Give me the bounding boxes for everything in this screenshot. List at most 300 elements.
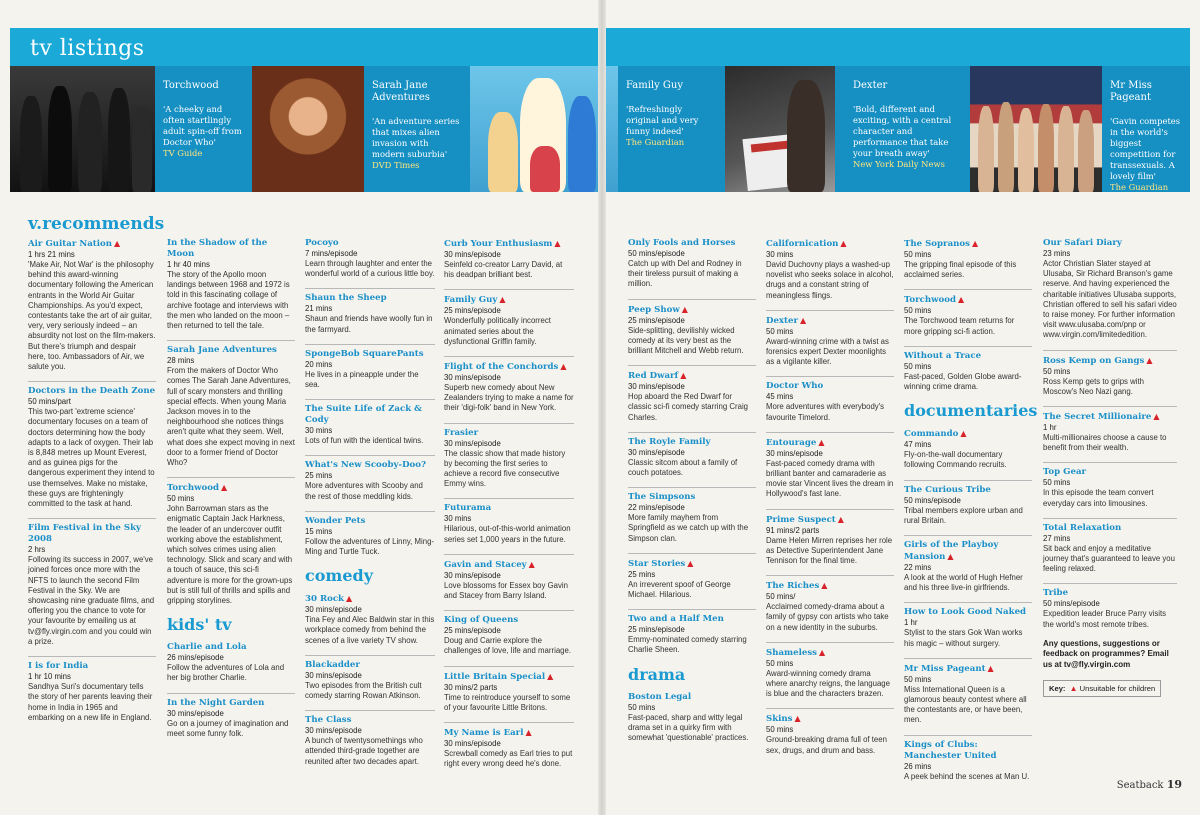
warning-triangle-icon: ▲ xyxy=(687,557,694,568)
listing-column-2 xyxy=(167,238,295,748)
banner-caption: Dexter 'Bold, different and exciting, with a central character and performance that take your breath away' New York Daily News xyxy=(853,80,952,169)
listing-title-text: Tribe xyxy=(1043,588,1069,599)
listing-duration: 1 hr xyxy=(904,618,918,628)
listing-duration: 30 mins/episode xyxy=(167,708,224,718)
listing-description: More family mayhem from Springfield as we catch up with the Simpson clan. xyxy=(628,513,749,543)
listing-title xyxy=(628,365,756,382)
listing-duration: 25 mins xyxy=(305,471,333,481)
listing-title-text: Girls of the Playboy Mansion xyxy=(904,540,999,563)
warning-triangle-icon: ▲ xyxy=(837,513,844,524)
listing-description: Ground-breaking drama full of teen sex, drugs, and drum and bass. xyxy=(766,735,887,755)
listing-description: Actor Christian Slater stayed at Ulusaba, Sir Richard Branson's game reserve. And having experienced the charitable initiatives Ulusaba supports, Christian offered to sell his safari video to raise money. For further information visit www.ulusaba.com/pnp or www.virgin.com/limitededition. xyxy=(1043,259,1177,340)
warning-triangle-icon: ▲ xyxy=(499,294,506,305)
banner-panel-torchwood xyxy=(10,66,252,192)
listing-column-5 xyxy=(628,238,756,752)
warning-triangle-icon: ▲ xyxy=(1153,411,1160,422)
listing-title xyxy=(305,710,435,726)
listing-entry xyxy=(628,365,756,423)
listing-description: Shaun and friends have woolly fun in the farmyard. xyxy=(305,314,433,334)
listing-description: Two episodes from the British cult comedy starring Rowan Atkinson. xyxy=(305,680,422,701)
listing-entry xyxy=(305,710,435,767)
listing-duration: 30 mins xyxy=(444,514,472,524)
listing-title-text: Doctors in the Death Zone xyxy=(28,386,156,397)
listing-duration: 28 mins xyxy=(167,356,195,366)
listing-title xyxy=(167,477,295,494)
listing-title xyxy=(444,722,574,739)
listing-duration: 45 mins xyxy=(766,392,794,402)
listing-duration: 91 mins/2 parts xyxy=(766,525,820,535)
listing-description: Side-splitting, devilishly wicked comedy at its very best as the brilliant Mitchell and Webb return. xyxy=(628,325,744,356)
listing-title xyxy=(904,735,1032,762)
listing-duration: 30 mins/episode xyxy=(444,739,501,749)
page-gutter xyxy=(598,0,606,815)
listing-duration: 47 mins xyxy=(904,440,932,450)
listing-duration: 30 mins/episode xyxy=(628,447,685,457)
warning-triangle-icon: ▲ xyxy=(681,303,688,314)
listing-entry xyxy=(444,610,574,656)
listing-description: In this episode the team convert everyday cars into limousines. xyxy=(1043,488,1154,508)
listing-entry xyxy=(1043,518,1177,575)
section-heading-recommends: v.recommends xyxy=(28,214,165,234)
listing-title-text: Futurama xyxy=(444,503,492,514)
listing-entry xyxy=(904,735,1032,782)
listing-duration: 1 hr xyxy=(1043,423,1057,433)
listing-title xyxy=(766,642,894,659)
listing-title xyxy=(1043,350,1177,367)
warning-triangle-icon: ▲ xyxy=(958,294,965,305)
banner-panel-mr-miss-pageant xyxy=(970,66,1190,192)
listing-entry xyxy=(766,432,894,500)
listing-title xyxy=(766,432,894,449)
listing-title-text: Shameless xyxy=(766,647,817,658)
key-text: Unsuitable for children xyxy=(1079,684,1156,694)
listing-title-text: Little Britain Special xyxy=(444,671,546,682)
listing-title xyxy=(444,423,574,439)
listing-entry xyxy=(628,432,756,478)
listing-entry xyxy=(167,693,295,739)
listing-duration: 30 mins xyxy=(766,250,794,259)
listing-description: Lots of fun with the identical twins. xyxy=(305,436,424,446)
warning-triangle-icon: ▲ xyxy=(114,238,121,248)
listing-title-text: Pocoyo xyxy=(305,238,339,248)
section-heading-kids-tv: kids' tv xyxy=(167,615,232,635)
listing-entry xyxy=(444,498,574,544)
listing-duration: 25 mins/episode xyxy=(444,306,501,316)
listing-title-text: Flight of the Conchords xyxy=(444,362,559,373)
listing-title xyxy=(28,518,156,545)
listing-entry xyxy=(904,289,1032,336)
listing-description: Catch up with Del and Rodney in their tireless pursuit of making a million. xyxy=(628,259,742,289)
listing-title xyxy=(167,340,295,356)
warning-triangle-icon: ▲ xyxy=(525,727,532,738)
listing-column-8 xyxy=(1043,238,1177,697)
listing-title-text: Entourage xyxy=(766,437,817,448)
warning-triangle-icon: ▲ xyxy=(821,580,828,591)
listing-title xyxy=(1043,462,1177,478)
listing-duration: 30 mins/episode xyxy=(444,570,501,580)
listing-entry xyxy=(305,344,435,390)
page-footer xyxy=(1117,778,1182,791)
section-heading-documentaries: documentaries xyxy=(904,401,1038,421)
listing-title xyxy=(628,299,756,316)
warning-triangle-icon: ▲ xyxy=(547,670,554,681)
listing-description: Emmy-nominated comedy starring Charlie Sheen. xyxy=(628,635,747,655)
listing-entry xyxy=(628,299,756,357)
listing-description: Seinfeld co-creator Larry David, at his deadpan brilliant best. xyxy=(444,260,563,280)
listing-title xyxy=(28,238,156,250)
listing-entry xyxy=(444,554,574,601)
listing-description: Ross Kemp gets to grips with Moscow's Neo Nazi gang. xyxy=(1043,376,1144,396)
listing-title-text: Top Gear xyxy=(1043,467,1087,478)
listing-entry xyxy=(444,666,574,713)
listing-entry xyxy=(444,289,574,347)
listing-title-text: Film Festival in the Sky 2008 xyxy=(28,523,142,545)
listing-title xyxy=(904,428,1032,440)
listing-title-text: Charlie and Lola xyxy=(167,642,247,653)
listing-duration: 30 mins/episode xyxy=(444,438,501,448)
listing-description: Award-winning comedy drama where anarchy reigns, the language is blue and the characters brazen. xyxy=(766,668,890,699)
listing-title xyxy=(1043,583,1177,599)
listing-description: From the makers of Doctor Who comes The Sarah Jane Adventures, full of scary monsters and thrilling special effects. When young Maria Jackson moves in to the neighbourhood she notices things aren't quite what they seem. Well, what does she expect moving in next door to a former friend of Doctor Who? xyxy=(167,366,295,468)
listing-entry xyxy=(766,575,894,633)
listing-description: A peek behind the scenes at Man U. xyxy=(904,771,1030,781)
warning-triangle-icon: ▲ xyxy=(819,646,826,657)
pageant-photo xyxy=(970,66,1102,192)
listing-title-text: Doctor Who xyxy=(766,381,824,392)
warning-triangle-icon: ▲ xyxy=(818,436,825,447)
listing-title-text: Ross Kemp on Gangs xyxy=(1043,355,1145,366)
listing-description: Fast-paced, Golden Globe award-winning crime drama. xyxy=(904,371,1022,392)
listing-description: Multi-millionaires choose a cause to benefit from their wealth. xyxy=(1043,433,1167,453)
listing-title xyxy=(305,288,435,304)
listing-title xyxy=(766,238,894,250)
listing-entry xyxy=(28,518,156,647)
listing-entry xyxy=(766,509,894,567)
listing-duration: 26 mins/episode xyxy=(167,653,224,663)
listing-title xyxy=(444,610,574,626)
listing-title-text: Wonder Pets xyxy=(305,515,366,526)
banner-caption: Torchwood 'A cheeky and often startlingly adult spin-off from Doctor Who' TV Guide xyxy=(163,80,242,158)
listing-description: Time to reintroduce yourself to some of your favourite Little Britons. xyxy=(444,692,571,712)
listing-title-text: Without a Trace xyxy=(904,350,982,361)
listing-title xyxy=(444,498,574,514)
listing-duration: 50 mins/episode xyxy=(904,495,961,505)
listing-entry xyxy=(305,655,435,701)
warning-triangle-icon: ▲ xyxy=(947,551,954,562)
listing-description: The story of the Apollo moon landings between 1968 and 1972 is told in this fascinating collage of archive footage and interviews with the men who landed on the moon – then returned to tell the tale. xyxy=(167,270,290,331)
listing-title-text: Our Safari Diary xyxy=(1043,238,1122,248)
banner-panel-dexter xyxy=(725,66,970,192)
listing-title-text: Torchwood xyxy=(904,295,957,306)
listing-title xyxy=(305,455,435,471)
listing-duration: 30 mins/episode xyxy=(766,448,823,458)
listing-title-text: The Class xyxy=(305,715,352,726)
listing-description: Expedition leader Bruce Parry visits the world's most remote tribes. xyxy=(1043,609,1167,629)
listing-duration: 50 mins xyxy=(766,326,794,336)
listing-entry xyxy=(444,423,574,490)
listing-duration: 25 mins/episode xyxy=(628,625,685,635)
listing-title xyxy=(305,238,435,249)
listing-title xyxy=(904,289,1032,306)
listing-title-text: Californication xyxy=(766,239,839,249)
listing-title-text: Total Relaxation xyxy=(1043,522,1122,533)
listing-title-text: SpongeBob SquarePants xyxy=(305,348,424,359)
listing-duration: 1 hr 10 mins xyxy=(28,672,71,682)
listing-duration: 50 mins xyxy=(904,306,932,316)
listing-description: 'Make Air, Not War' is the philosophy behind this award-winning documentary following the American entrants in the World Air Guitar Championships. As you'd expect, contestants take the art of air guitar, very, very seriously indeed – an absurdity not lost on the film-makers. But there's triumph and despair here, too. Ambassadors of Air, we salute you. xyxy=(28,260,156,372)
listing-description: Hilarious, out-of-this-world animation series set 1,000 years in the future. xyxy=(444,524,571,544)
listing-title-text: 30 Rock xyxy=(305,594,345,605)
listing-description: Learn through laughter and enter the wonderful world of a curious little boy. xyxy=(305,259,435,279)
listing-title xyxy=(1043,406,1177,423)
listing-entry xyxy=(28,238,156,372)
listing-duration: 20 mins xyxy=(305,359,333,369)
listing-title xyxy=(444,356,574,373)
listing-title-text: In the Shadow of the Moon xyxy=(167,238,268,259)
listing-entry xyxy=(628,238,756,290)
listing-title xyxy=(766,575,894,592)
listing-duration: 50 mins xyxy=(1043,366,1071,376)
listing-title-text: The Riches xyxy=(766,581,820,592)
listing-title xyxy=(628,487,756,503)
listing-column-3 xyxy=(305,238,435,776)
listing-description: Fast-paced comedy drama with brilliant banter and camaraderie as movie star Vincent lives the dream in Hollywood's fast lane. xyxy=(766,458,894,499)
banner-caption: Mr Miss Pageant 'Gavin competes in the world's biggest competition for transsexuals. A lovely film' The Guardian xyxy=(1110,80,1181,192)
page-title: tv listings xyxy=(30,36,145,61)
key-box xyxy=(1043,680,1161,697)
key-label: Key: xyxy=(1049,684,1066,694)
listing-title-text: Peep Show xyxy=(628,304,680,315)
listing-duration: 30 mins/episode xyxy=(305,605,362,615)
listing-title-text: Prime Suspect xyxy=(766,514,836,525)
listing-description: Fast-paced, sharp and witty legal drama set in a quirky firm with somewhat 'questionable' practices. xyxy=(628,712,749,743)
listing-title xyxy=(444,666,574,683)
banner-caption: Sarah Jane Adventures 'An adventure series that mixes alien invasion with modern suburbia' DVD Times xyxy=(372,80,460,170)
listing-duration: 50 mins xyxy=(904,361,932,371)
listing-title xyxy=(444,289,574,306)
listing-column-6 xyxy=(766,238,894,765)
listing-description: The classic show that made history by becoming the first series to achieve a record five consecutive Emmy wins. xyxy=(444,448,566,489)
listing-description: A look at the world of Hugh Hefner and his three live-in girlfriends. xyxy=(904,573,1023,593)
listing-title xyxy=(766,376,894,392)
listing-duration: 30 mins/2 parts xyxy=(444,682,498,692)
listing-entry xyxy=(444,722,574,769)
listing-entry xyxy=(628,553,756,600)
listing-entry xyxy=(167,477,295,606)
listing-title xyxy=(1043,518,1177,534)
listing-title xyxy=(305,593,435,605)
listing-entry xyxy=(28,381,156,509)
listing-title xyxy=(305,655,435,671)
listing-column-7 xyxy=(904,238,1038,791)
footer-brand: Seatback xyxy=(1116,780,1164,791)
listing-title-text: Only Fools and Horses xyxy=(628,238,736,248)
listing-title-text: Curb Your Enthusiasm xyxy=(444,239,553,249)
warning-triangle-icon: ▲ xyxy=(987,662,994,673)
listing-entry xyxy=(28,656,156,723)
listing-entry xyxy=(766,642,894,700)
listing-title-text: Skins xyxy=(766,714,793,725)
listing-title-text: Dexter xyxy=(766,315,799,326)
listing-duration: 50 mins xyxy=(904,250,932,259)
listing-entry xyxy=(904,346,1032,392)
listing-duration: 1 hr 40 mins xyxy=(167,260,210,269)
listing-entry xyxy=(1043,462,1177,508)
listing-description: Classic sitcom about a family of couch potatoes. xyxy=(628,457,738,478)
listing-description: Dame Helen Mirren reprises her role as Detective Superintendent Jane Tennison for the final time. xyxy=(766,535,893,566)
listing-title-text: Boston Legal xyxy=(628,691,692,702)
listing-title xyxy=(444,238,574,250)
listing-title-text: Gavin and Stacey xyxy=(444,559,527,570)
warning-triangle-icon: ▲ xyxy=(960,428,967,439)
listing-description: More adventures with Scooby and the rest of those meddling kids. xyxy=(305,481,423,501)
listing-title-text: The Suite Life of Zack & Cody xyxy=(305,404,422,426)
listing-title xyxy=(1043,238,1177,249)
listing-description: Following its success in 2007, we've joined forces once more with the NFTS to launch the second Film Festival in the Sky. We are showcasing nine graduate films, and offering you the chance to vote for your favourite by emailing us at tv@fly.virgin.com and you could win a prize. xyxy=(28,555,155,646)
listing-entry xyxy=(904,428,1032,470)
listing-title-text: Frasier xyxy=(444,427,479,438)
listing-title xyxy=(628,553,756,570)
warning-triangle-icon: ▲ xyxy=(554,238,561,248)
listing-description: A bunch of twentysomethings who attended third-grade together are reunited after two decades apart. xyxy=(305,736,423,766)
listing-description: Acclaimed comedy-drama about a family of gypsy con artists who take on a new identity in the suburbs. xyxy=(766,602,889,632)
listing-entry xyxy=(904,238,1032,280)
section-heading-comedy: comedy xyxy=(305,566,374,586)
warning-triangle-icon: ▲ xyxy=(346,593,353,604)
listing-entry xyxy=(444,238,574,280)
listing-entry xyxy=(1043,406,1177,453)
listing-description: David Duchovny plays a washed-up novelist who seeks solace in alcohol, drugs and a constant string of meaningless flings. xyxy=(766,260,894,300)
listing-description: Superb new comedy about New Zealanders trying to make a name for their 'digi-folk' band in New York. xyxy=(444,383,574,413)
listing-entry xyxy=(305,511,435,557)
listing-title xyxy=(904,535,1032,563)
listing-entry xyxy=(305,399,435,446)
listing-entry xyxy=(628,692,756,744)
torchwood-photo xyxy=(10,66,155,192)
listing-description: Stylist to the stars Gok Wan works his magic – without surgery. xyxy=(904,628,1023,648)
listing-title xyxy=(766,310,894,327)
listing-duration: 26 mins xyxy=(904,761,932,771)
warning-triangle-icon: ▲ xyxy=(971,238,979,248)
warning-triangle-icon: ▲ xyxy=(1069,684,1078,694)
listing-title-text: The Sopranos xyxy=(904,239,970,249)
listing-duration: 15 mins xyxy=(305,526,333,536)
listing-description: Love blossoms for Essex boy Gavin and Stacey from Barry Island. xyxy=(444,580,568,601)
banner-caption: Family Guy 'Refreshingly original and very funny indeed' The Guardian xyxy=(626,80,699,147)
listing-title-text: Blackadder xyxy=(305,659,360,670)
listing-description: John Barrowman stars as the enigmatic Captain Jack Harkness, the leader of an undercover outfit working above the establishment, which solves crimes using alien technology. Slick and scary and with a touch of sauce, this sci-fi adventure is more for the grown-ups but is still full of thrills and spills and gripping storylines. xyxy=(167,504,293,606)
listing-duration: 30 mins/episode xyxy=(305,726,362,736)
listing-title xyxy=(766,509,894,526)
listing-title-text: Mr Miss Pageant xyxy=(904,663,986,674)
listing-title-text: Torchwood xyxy=(167,483,220,494)
listing-title-text: I is for India xyxy=(28,661,89,672)
dexter-photo xyxy=(725,66,835,192)
listing-description: Follow the adventures of Linny, Ming-Ming and Turtle Tuck. xyxy=(305,536,435,557)
listing-entry xyxy=(766,310,894,368)
listing-description: The gripping final episode of this acclaimed series. xyxy=(904,260,1017,280)
listing-duration: 50 mins/ xyxy=(766,592,796,602)
listing-description: Screwball comedy as Earl tries to put right every wrong deed he's done. xyxy=(444,749,573,769)
listing-title-text: Red Dwarf xyxy=(628,371,679,382)
listing-duration: 50 mins xyxy=(628,702,656,712)
listing-duration: 50 mins/episode xyxy=(628,249,685,258)
listing-duration: 21 mins xyxy=(305,304,333,314)
listing-title-text: The Simpsons xyxy=(628,492,696,503)
listing-title-text: How to Look Good Naked xyxy=(904,607,1027,618)
listing-duration: 30 mins/episode xyxy=(444,250,501,259)
listing-title-text: The Curious Tribe xyxy=(904,484,991,495)
listing-duration: 25 mins/episode xyxy=(628,315,685,325)
listing-duration: 50 mins xyxy=(1043,478,1071,488)
listing-description: Tribal members explore urban and rural Britain. xyxy=(904,505,1023,525)
listing-entry xyxy=(1043,583,1177,629)
feedback-note: Any questions, suggestions or feedback on programmes? Email us at tv@fly.virgin.com xyxy=(1043,638,1169,669)
listing-title xyxy=(904,238,1032,250)
listing-entry xyxy=(1043,238,1177,341)
listing-duration: 2 hrs xyxy=(28,545,46,555)
listing-title xyxy=(904,346,1032,362)
listing-entry xyxy=(766,376,894,422)
listing-title-text: Air Guitar Nation xyxy=(28,239,112,249)
listing-title xyxy=(628,692,756,703)
listing-title-text: Commando xyxy=(904,429,959,440)
listing-entry xyxy=(904,535,1032,593)
listing-title-text: Two and a Half Men xyxy=(628,614,724,625)
listing-description: Doug and Carrie explore the challenges of love, life and marriage. xyxy=(444,636,571,656)
warning-triangle-icon: ▲ xyxy=(221,482,228,493)
sarah-jane-photo xyxy=(252,66,364,192)
listing-duration: 1 hrs 21 mins xyxy=(28,250,75,259)
listing-duration: 22 mins/episode xyxy=(628,503,685,513)
listing-title-text: King of Queens xyxy=(444,615,519,626)
listing-entry xyxy=(766,238,894,301)
listing-entry xyxy=(628,487,756,544)
listing-title xyxy=(28,381,156,397)
page-number: 19 xyxy=(1166,778,1182,791)
listing-title-text: Star Stories xyxy=(628,558,686,569)
listing-entry xyxy=(167,238,295,331)
listing-duration: 22 mins xyxy=(904,563,932,573)
warning-triangle-icon: ▲ xyxy=(560,361,567,372)
warning-triangle-icon: ▲ xyxy=(800,314,807,325)
warning-triangle-icon: ▲ xyxy=(1146,354,1153,365)
listing-column-1 xyxy=(28,238,156,732)
listing-title xyxy=(305,511,435,527)
listing-title xyxy=(766,708,894,725)
listing-title-text: Sarah Jane Adventures xyxy=(167,345,277,356)
listing-duration: 50 mins xyxy=(766,725,794,735)
listing-description: Sandhya Suri's documentary tells the story of her parents leaving their home in India in 1965 and embarking on a new life in England. xyxy=(28,682,153,722)
listing-title-text: Kings of Clubs: Manchester United xyxy=(904,739,997,761)
listing-entry xyxy=(904,602,1032,648)
listing-description: The Torchwood team returns for more gripping sci-fi action. xyxy=(904,316,1015,336)
listing-entry xyxy=(904,658,1032,726)
listing-description: An irreverent spoof of George Michael. Hilarious. xyxy=(628,579,731,600)
listing-entry xyxy=(1043,350,1177,397)
listing-duration: 30 mins/episode xyxy=(305,670,362,680)
listing-title-text: Shaun the Sheep xyxy=(305,293,387,304)
listing-entry xyxy=(766,708,894,755)
listing-description: This two-part 'extreme science' documentary focuses on a team of doctors determining how the body adapts to a lack of oxygen. Their lab is 8,848 metres up Mount Everest, and as guinea pigs for the dangerous experiment they intend to use themselves. Make no mistake, these guys are frighteningly committed to the task at hand. xyxy=(28,407,155,509)
listing-entry xyxy=(167,642,295,683)
listing-entry xyxy=(305,288,435,334)
listing-title-text: The Royle Family xyxy=(628,436,711,447)
listing-duration: 50 mins xyxy=(167,494,195,504)
listing-description: Award-winning crime with a twist as forensics expert Dexter moonlights as a vigilante killer. xyxy=(766,336,889,367)
listing-title xyxy=(628,609,756,625)
listing-entry xyxy=(305,593,435,646)
